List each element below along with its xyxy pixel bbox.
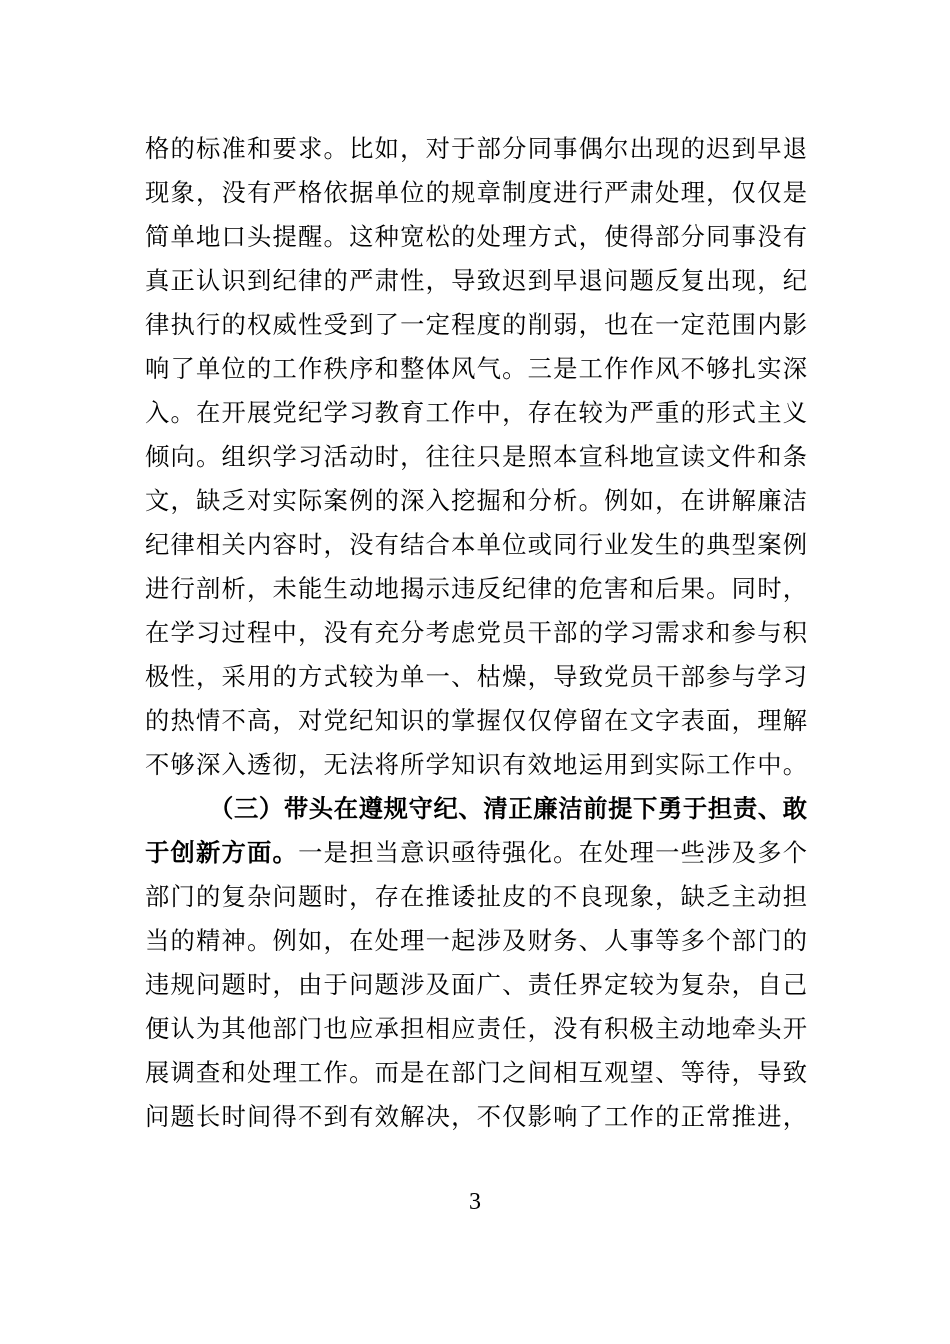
body-line-1: 格的标准和要求。比如，对于部分同事偶尔出现的迟到早退 (145, 134, 807, 163)
body-line-6: 响了单位的工作秩序和整体风气。三是工作作风不够扎实深 (145, 354, 807, 383)
body-line-17: 当的精神。例如，在处理一起涉及财务、人事等多个部门的 (145, 926, 807, 955)
body-line-21: 问题长时间得不到有效解决，不仅影响了工作的正常推进， (145, 1102, 807, 1131)
body-line-19: 便认为其他部门也应承担相应责任，没有积极主动地牵头开 (145, 1014, 807, 1043)
body-line-11: 进行剖析，未能生动地揭示违反纪律的危害和后果。同时， (145, 574, 807, 603)
body-line-10: 纪律相关内容时，没有结合本单位或同行业发生的典型案例 (145, 530, 807, 559)
body-line-4: 真正认识到纪律的严肃性，导致迟到早退问题反复出现，纪 (145, 266, 807, 295)
body-line-20: 展调查和处理工作。而是在部门之间相互观望、等待，导致 (145, 1058, 807, 1087)
body-line-9: 文，缺乏对实际案例的深入挖掘和分析。例如，在讲解廉洁 (145, 486, 807, 515)
section-heading-line-2 (145, 837, 807, 869)
body-line-14: 的热情不高，对党纪知识的掌握仅仅停留在文字表面，理解 (145, 706, 807, 735)
body-line-16: 部门的复杂问题时，存在推诿扯皮的不良现象，缺乏主动担 (145, 882, 807, 911)
page-number: 3 (469, 1189, 481, 1215)
body-line-3: 简单地口头提醒。这种宽松的处理方式，使得部分同事没有 (145, 222, 807, 251)
body-line-5: 律执行的权威性受到了一定程度的削弱，也在一定范围内影 (145, 310, 807, 339)
body-line-2: 现象，没有严格依据单位的规章制度进行严肃处理，仅仅是 (145, 178, 807, 207)
body-line-8: 倾向。组织学习活动时，往往只是照本宣科地宣读文件和条 (145, 442, 807, 471)
body-line-18: 违规问题时，由于问题涉及面广、责任界定较为复杂，自己 (145, 970, 807, 999)
section-heading-continuation: 一是担当意识亟待强化。在处理一些涉及多个 (298, 838, 808, 867)
body-line-7: 入。在开展党纪学习教育工作中，存在较为严重的形式主义 (145, 398, 807, 427)
body-line-13: 极性，采用的方式较为单一、枯燥，导致党员干部参与学习 (145, 662, 807, 691)
section-heading-tail: 于创新方面。 (145, 838, 299, 867)
body-line-15: 不够深入透彻，无法将所学知识有效地运用到实际工作中。 (145, 750, 807, 779)
section-heading-line-1: （三）带头在遵规守纪、清正廉洁前提下勇于担责、敢 (209, 794, 807, 823)
body-line-12: 在学习过程中，没有充分考虑党员干部的学习需求和参与积 (145, 618, 807, 647)
